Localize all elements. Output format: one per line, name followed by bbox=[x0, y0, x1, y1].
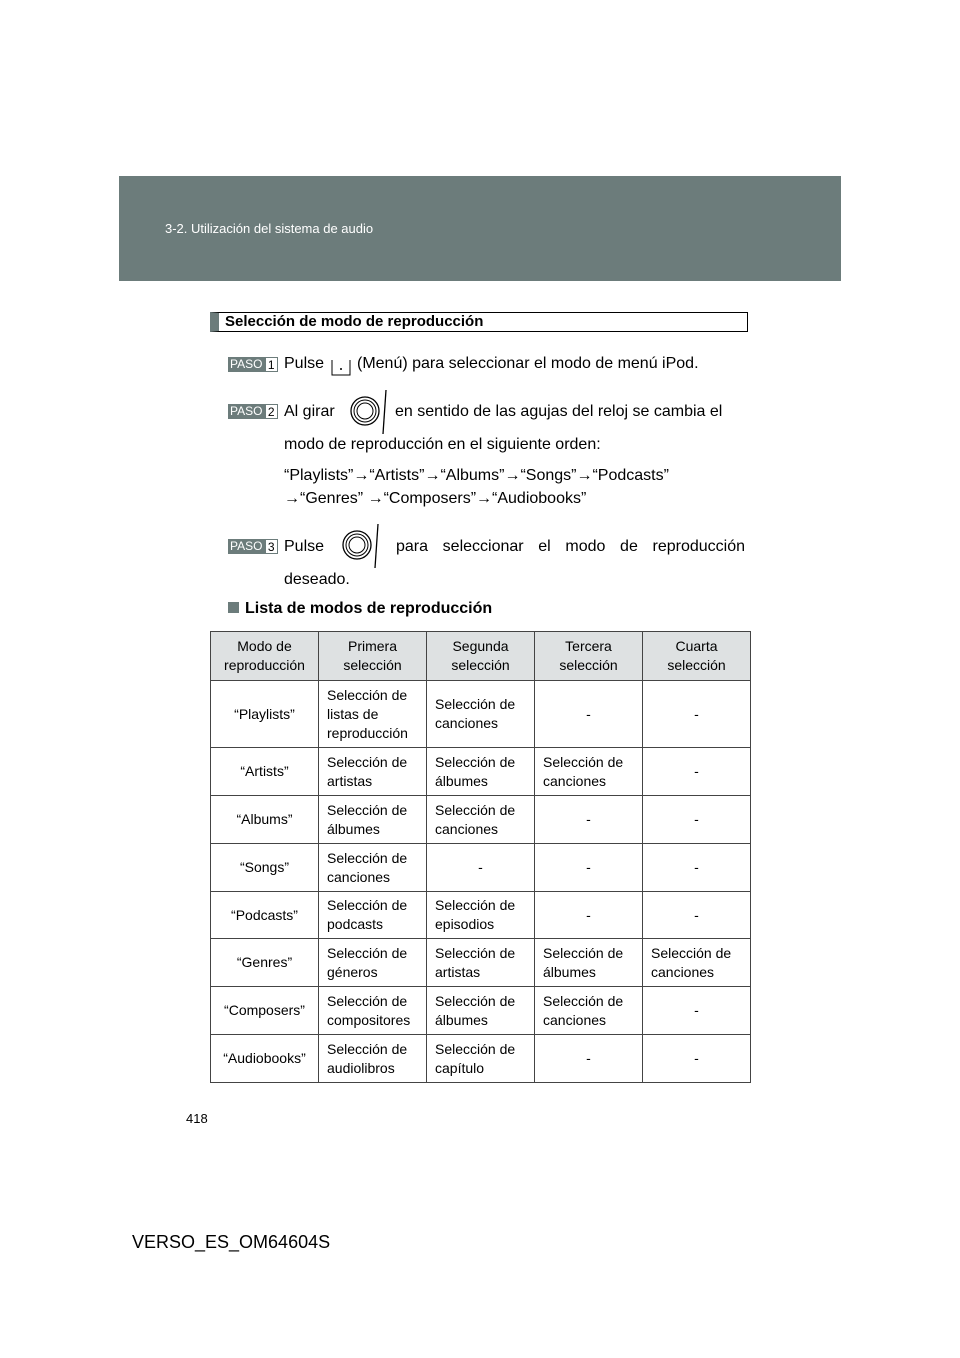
mode-sequence-line-1: “Playlists”→“Artists”→“Albums”→“Songs”→“Podcasts” bbox=[284, 467, 669, 484]
playback-modes-table bbox=[210, 631, 751, 1083]
step-2-line2: modo de reproducción en el siguiente orden: bbox=[284, 436, 601, 453]
cell: - bbox=[535, 1035, 643, 1083]
cell: - bbox=[535, 681, 643, 748]
cell-mode: “Audiobooks” bbox=[211, 1035, 319, 1083]
cell: - bbox=[643, 1035, 751, 1083]
col-header-fourth: Cuarta selección bbox=[643, 632, 751, 681]
list-heading-text: Lista de modos de reproducción bbox=[245, 600, 493, 617]
step-1-badge bbox=[228, 357, 278, 372]
breadcrumb: 3-2. Utilización del sistema de audio bbox=[165, 221, 374, 236]
tune-knob-icon bbox=[340, 522, 382, 570]
step-3-text-a: Pulse bbox=[284, 538, 325, 555]
cell-mode: “Podcasts” bbox=[211, 892, 319, 939]
col-header-second: Segunda selección bbox=[427, 632, 535, 681]
cell: - bbox=[643, 987, 751, 1035]
table-header-row bbox=[211, 632, 751, 681]
header-band bbox=[119, 176, 841, 281]
section-title: Selección de modo de reproducción bbox=[210, 312, 748, 332]
cell: Selección de podcasts bbox=[319, 892, 427, 939]
step-3-line2: deseado. bbox=[284, 571, 350, 588]
step-label: PASO bbox=[228, 357, 265, 372]
table-row bbox=[211, 939, 751, 987]
table-row bbox=[211, 681, 751, 748]
cell: - bbox=[643, 748, 751, 796]
cell: Selección de canciones bbox=[535, 987, 643, 1035]
cell: Selección de compositores bbox=[319, 987, 427, 1035]
table-row bbox=[211, 796, 751, 844]
cell-mode: “Composers” bbox=[211, 987, 319, 1035]
table-row bbox=[211, 1035, 751, 1083]
cell: Selección de álbumes bbox=[319, 796, 427, 844]
square-bullet-icon bbox=[228, 602, 239, 613]
step-2-text-b: en sentido de las agujas del reloj se cambia el bbox=[395, 403, 723, 420]
cell: Selección de capítulo bbox=[427, 1035, 535, 1083]
step-2-text-a: Al girar bbox=[284, 403, 335, 420]
cell: Selección de audiolibros bbox=[319, 1035, 427, 1083]
table-row bbox=[211, 748, 751, 796]
page-number: 418 bbox=[186, 1111, 208, 1126]
table-row bbox=[211, 844, 751, 892]
cell-mode: “Genres” bbox=[211, 939, 319, 987]
cell: Selección de canciones bbox=[319, 844, 427, 892]
cell: Selección de episodios bbox=[427, 892, 535, 939]
cell: Selección de álbumes bbox=[535, 939, 643, 987]
step-3-text-b: para seleccionar el modo de reproducción bbox=[396, 538, 745, 555]
step-label: PASO bbox=[228, 404, 265, 419]
step-number: 1 bbox=[265, 357, 278, 372]
table-row bbox=[211, 987, 751, 1035]
col-header-mode: Modo de reproducción bbox=[211, 632, 319, 681]
cell: - bbox=[643, 844, 751, 892]
footer-code: VERSO_ES_OM64604S bbox=[132, 1232, 331, 1252]
cell: Selección de álbumes bbox=[427, 748, 535, 796]
step-number: 2 bbox=[265, 404, 278, 419]
cell-mode: “Artists” bbox=[211, 748, 319, 796]
step-1-text-b: (Menú) para seleccionar el modo de menú iPod. bbox=[357, 355, 699, 372]
cell: - bbox=[535, 844, 643, 892]
step-label: PASO bbox=[228, 539, 265, 554]
cell: Selección de géneros bbox=[319, 939, 427, 987]
tune-knob-icon bbox=[348, 388, 390, 436]
cell: Selección de artistas bbox=[319, 748, 427, 796]
cell: - bbox=[643, 681, 751, 748]
col-header-third: Tercera selección bbox=[535, 632, 643, 681]
cell: - bbox=[643, 892, 751, 939]
cell-mode: “Songs” bbox=[211, 844, 319, 892]
cell: Selección de canciones bbox=[427, 796, 535, 844]
cell: Selección de artistas bbox=[427, 939, 535, 987]
cell: - bbox=[535, 892, 643, 939]
step-1-text-a: Pulse bbox=[284, 355, 325, 372]
mode-sequence-line-2: →“Genres” →“Composers”→“Audiobooks” bbox=[284, 490, 587, 507]
step-2-badge bbox=[228, 404, 278, 419]
step-number: 3 bbox=[265, 539, 278, 554]
table-row bbox=[211, 892, 751, 939]
menu-button-icon bbox=[331, 359, 351, 376]
list-heading bbox=[228, 600, 492, 618]
cell-mode: “Playlists” bbox=[211, 681, 319, 748]
step-3-badge bbox=[228, 539, 278, 554]
cell: Selección de listas de reproducción bbox=[319, 681, 427, 748]
cell: - bbox=[535, 796, 643, 844]
cell: Selección de canciones bbox=[427, 681, 535, 748]
cell: - bbox=[643, 796, 751, 844]
cell: Selección de álbumes bbox=[427, 987, 535, 1035]
cell: - bbox=[427, 844, 535, 892]
col-header-first: Primera selección bbox=[319, 632, 427, 681]
cell-mode: “Albums” bbox=[211, 796, 319, 844]
cell: Selección de canciones bbox=[535, 748, 643, 796]
cell: Selección de canciones bbox=[643, 939, 751, 987]
